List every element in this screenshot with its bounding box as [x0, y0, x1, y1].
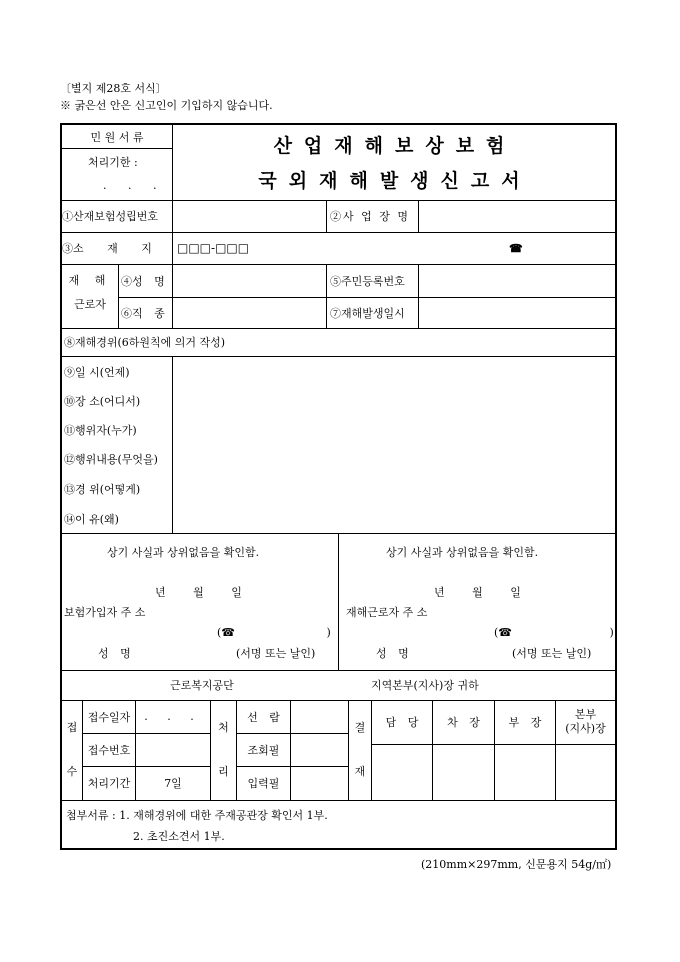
confirm-left-address: 보험가입자 주 소: [64, 606, 146, 619]
receipt-vertical-label: 접 수: [66, 721, 78, 778]
receipt-date-value: . . .: [144, 710, 202, 723]
receipt-date-label: 접수일자: [87, 710, 131, 724]
row-line: [60, 670, 617, 671]
view-label: 선 람: [247, 710, 280, 724]
col-line: [326, 200, 327, 232]
col-line: [326, 264, 327, 328]
worker-label-line1: 재 해: [68, 274, 112, 287]
receipt-number-label: 접수번호: [87, 743, 131, 757]
field-name-label: ④성 명: [121, 274, 165, 288]
confirm-right-address: 재해근로자 주 소: [346, 606, 428, 619]
col-line: [172, 200, 173, 328]
approval-manager-label: 부 장: [508, 716, 542, 729]
processing-period-value: 7일: [164, 777, 182, 790]
field-where-label: ⑩장 소(어디서): [64, 395, 141, 408]
row-line: [371, 744, 617, 745]
outer-top-border: [60, 123, 617, 125]
processing-period-label: 처리기간: [87, 777, 131, 790]
address-postal-boxes: □□□-□□□: [177, 241, 250, 255]
confirm-right-date: 년 월 일: [434, 586, 521, 599]
row-line: [60, 356, 617, 357]
worker-label-line2: 근로자: [74, 298, 106, 311]
field-accident-circumstances-label: ⑧재해경위(6하원칙에 의거 작성): [64, 336, 226, 349]
row-line: [60, 800, 617, 801]
field-workplace-name-label: ②사 업 장 명: [330, 210, 410, 223]
civil-divider: [60, 148, 172, 149]
confirm-right-statement: 상기 사실과 상위없음을 확인함.: [386, 546, 539, 559]
confirm-left-statement: 상기 사실과 상위없음을 확인함.: [107, 546, 260, 559]
attachments-line2: 2. 초진소견서 1부.: [133, 830, 225, 843]
confirm-left-date: 년 월 일: [155, 586, 242, 599]
field-when-label: ⑨일 시(언제): [64, 366, 130, 379]
deadline-label: 처리기한 :: [88, 156, 138, 169]
confirm-right-sign: (서명 또는 날인): [512, 647, 592, 660]
confirm-left-phone: (☎ ): [217, 625, 331, 639]
paper-spec: (210mm×297mm, 신문용지 54g/㎡): [421, 858, 612, 871]
process-vertical-label: 처 리: [218, 721, 229, 778]
title-line-1: 산업재해보상보험: [273, 134, 517, 157]
confirm-left-name: 성 명: [98, 647, 131, 660]
deadline-value: . . .: [103, 178, 166, 192]
confirm-right-name: 성 명: [376, 647, 409, 660]
field-how-label: ⑬경 위(어떻게): [64, 483, 141, 496]
approval-vertical-label: 결 재: [354, 721, 366, 778]
confirm-right-phone: (☎ ): [494, 625, 614, 639]
title-line-2: 국외재해발생신고서: [258, 169, 532, 192]
agency-name: 근로복지공단: [170, 679, 234, 692]
field-why-label: ⑭이 유(왜): [64, 513, 119, 526]
field-what-label: ⑫행위내용(무엇을): [64, 453, 158, 466]
col-line: [418, 200, 419, 232]
lookup-label: 조회필: [247, 743, 280, 757]
approval-staff-label: 담 당: [385, 716, 419, 729]
outer-bottom-border: [60, 848, 617, 850]
form-number: 〔별지 제28호 서식〕: [60, 82, 167, 95]
field-accident-datetime-label: ⑦재해발생일시: [330, 306, 405, 320]
input-label: 입력필: [247, 777, 280, 790]
attachments-line1: 첨부서류 : 1. 재해경위에 대한 주재공관장 확인서 1부.: [66, 809, 328, 822]
phone-icon: ☎: [509, 241, 523, 255]
agency-addressee: 지역본부(지사)장 귀하: [371, 679, 479, 692]
form-note: ※ 굵은선 안은 신고인이 기입하지 않습니다.: [60, 99, 273, 112]
title-divider: [172, 123, 173, 200]
approval-director-label: 본부 (지사)장: [565, 708, 606, 735]
col-line: [338, 533, 339, 670]
col-line: [290, 700, 291, 800]
col-line: [172, 356, 173, 533]
col-line: [418, 264, 419, 328]
field-insurance-no-label: ①산재보험성립번호: [62, 210, 159, 223]
approval-deputy-label: 차 장: [447, 716, 480, 729]
col-line: [118, 264, 119, 328]
field-location-label: ③소 재 지: [62, 242, 152, 255]
civil-doc-label: 민 원 서 류: [90, 131, 144, 144]
field-resident-no-label: ⑤주민등록번호: [330, 274, 405, 288]
confirm-left-sign: (서명 또는 날인): [236, 647, 316, 660]
field-occupation-label: ⑥직 종: [121, 306, 165, 320]
field-who-label: ⑪행위자(누가): [64, 424, 137, 437]
